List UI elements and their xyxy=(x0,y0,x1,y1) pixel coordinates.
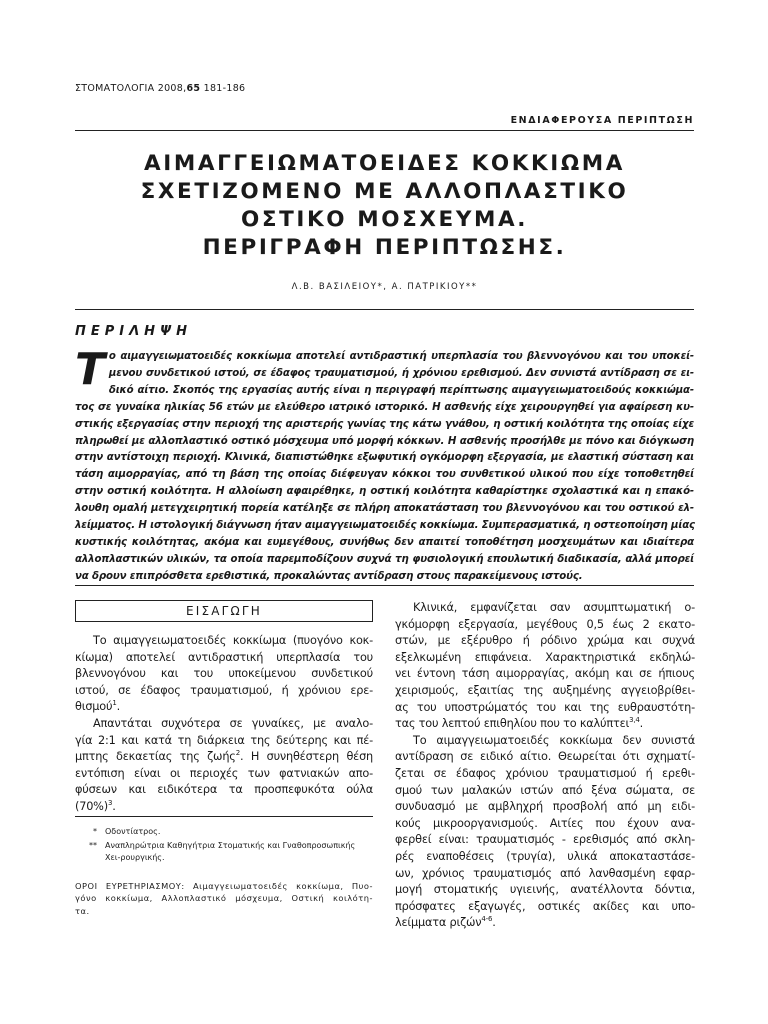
abstract-line: στην αντίστοιχη περιοχή. Κλινικά, διαπιστώθηκε εξωφυτική ογκόμορφη εξεργασία, με ελαστική σύσταση και xyxy=(75,452,694,464)
abstract-line: λουθη ομαλή μετεγχειρητική πορεία κατέληξε σε πλήρη αποκατάσταση του βλεννογόνου και του οστικού ελ- xyxy=(75,503,694,515)
keywords-label: ΟΡΟΙ ΕΥΡΕΤΗΡΙΑΣΜΟΥ: xyxy=(75,881,185,891)
reference-marker: 2 xyxy=(235,749,240,758)
text-line: ας του υποστρώματός του και της ευθραυστότη- xyxy=(395,700,695,714)
text-line: φερθεί είναι: τραυματισμός - ερεθισμός από σκλη- xyxy=(395,833,695,847)
text-line: κίωμα) αποτελεί αντιδραστική υπερπλασία του xyxy=(75,650,373,664)
right-column xyxy=(395,600,695,932)
keywords-line xyxy=(75,880,373,892)
text-line-part: θισμού xyxy=(75,700,113,714)
text-line-part: λείμματα ριζών xyxy=(395,916,482,930)
abstract-line: τάση αιμορραγίας, από τη βάση της οποίας διέφευγαν κόκκοι του συνθετικού υλικού που είχε τοποθετηθεί xyxy=(75,469,694,481)
keywords-line: γόνο κοκκίωμα, Αλλοπλαστικό μόσχευμα, Οστική κοιλότη- xyxy=(75,893,373,904)
journal-pages: 181-186 xyxy=(203,83,246,94)
abstract-line: δικό αίτιο. Σκοπός της εργασίας αυτής είναι η περιγραφή περίπτωσης αιμαγγειωματοειδούς κοκκιώμα- xyxy=(108,384,694,396)
text-line: μογή στοματικής υγιεινής, ανατέλλοντα δόντια, xyxy=(395,883,695,897)
keywords-text: Αιμαγγειωματοειδές κοκκίωμα, Πυο- xyxy=(192,881,373,891)
text-line: εντόπιση είναι οι περιοχές των φατνιακών απο- xyxy=(75,766,373,780)
text-line: γκόμορφη εξεργασία, μεγέθους 0,5 έως 2 εκατο- xyxy=(395,617,695,631)
introduction-right-text xyxy=(395,600,695,932)
authors: Λ.Β. ΒΑΣΙΛΕΙΟΥ*, Α. ΠΑΤΡΙΚΙΟΥ** xyxy=(291,282,478,292)
reference-marker: 3 xyxy=(107,799,113,808)
text-line-part: τας του λεπτού επιθηλίου που το καλύπτει xyxy=(395,717,630,731)
abstract-line: να δρουν επιπρόσθετα ερεθιστικά, προκαλώντας αντίδραση στους παρακείμενους ιστούς. xyxy=(75,570,583,582)
text-line: φύσεων και ειδικότερα τα προσπεφυκότα ούλα xyxy=(75,783,373,797)
text-line xyxy=(75,749,373,766)
text-line: χειρισμούς, εξαιτίας της αυξημένης αγγειοβρίθει- xyxy=(395,683,695,697)
footnote xyxy=(75,840,373,864)
abstract-rule xyxy=(75,585,694,586)
footnote-mark: ** xyxy=(89,841,97,850)
text-line: Το αιμαγγειωματοειδές κοκκίωμα (πυογόνο κοκ- xyxy=(93,634,373,647)
title-line: ΣΧΕΤΙΖΟΜΕΝΟ ΜΕ ΑΛΛΟΠΛΑΣΤΙΚΟ xyxy=(140,179,629,204)
introduction-left-text xyxy=(75,633,373,816)
abstract-line: κυστικής κοιλότητας, ακόμα και ευμεγέθους, συνήθως δεν απαιτεί τοποθέτηση μοσχευμάτων και ιδιαίτερα xyxy=(75,536,694,548)
text-line: ιστού, σε έδαφος τραυματισμού, ή χρόνιου ερε- xyxy=(75,683,373,697)
text-line: Απαντάται συχνότερα σε γυναίκες, με αναλο- xyxy=(93,716,373,730)
section-type: ΕΝΔΙΑΦΕΡΟΥΣΑ ΠΕΡΙΠΤΩΣΗ xyxy=(510,115,694,126)
left-column xyxy=(75,600,373,816)
text-line: Το αιμαγγειωματοειδές κοκκίωμα δεν συνιστά xyxy=(413,733,695,747)
text-line: $(70\%)^3$. xyxy=(75,799,116,813)
reference-marker: 3,4 xyxy=(629,716,640,725)
title-line: ΠΕΡΙΓΡΑΦΗ ΠΕΡΙΠΤΩΣΗΣ. xyxy=(202,235,567,260)
abstract-line: αλλοπλαστικών υλικών, τα οποία παρεμποδίζουν συχνά τη φυσιολογική επουλωτική διαδικασία, αλλά μπορεί xyxy=(75,553,694,565)
text-line: ζεται σε έδαφος χρόνιου τραυματισμού ή ερεθι- xyxy=(395,766,695,780)
text-line-part: . Η συνηθέστερη θέση xyxy=(239,750,373,764)
reference-marker: 1 xyxy=(112,699,117,708)
abstract-line: στικής εξεργασίας στην περιοχή της αριστερής γωνίας της κάτω γνάθου, η οστική κοιλότητα της οποίας είχε xyxy=(75,418,694,430)
text-line: νει έντονη τάση αιμορραγίας, ακόμη και σε ήπιους xyxy=(395,667,695,681)
abstract-dropcap: Τ xyxy=(75,344,105,395)
authors-rule xyxy=(75,309,694,310)
footnote xyxy=(75,826,373,838)
text-line: θισμού$^1$. xyxy=(75,699,121,714)
text-line-part: (70%) xyxy=(75,799,108,813)
text-line: σμού των μαλακών ιστών από ξένα σώματα, σε xyxy=(395,783,695,797)
reference-marker: 4-6 xyxy=(481,915,493,924)
text-line: ρές εναποθέσεις (τρυγία), υλικά αποκαταστάσε- xyxy=(395,849,695,863)
title-line: ΟΣΤΙΚΟ ΜΟΣΧΕΥΜΑ. xyxy=(240,207,529,232)
journal-citation xyxy=(75,83,245,94)
footnote-text: Αναπληρώτρια Καθηγήτρια Στοματικής και Γναθοπροσωπικής Χει-ρουργικής. xyxy=(105,841,356,862)
index-terms xyxy=(75,880,373,917)
keywords-line: τα. xyxy=(75,905,90,916)
abstract-line: πληρωθεί με αλλοπλαστικό οστικό μόσχευμα υπό μορφή κόκκων. Η ασθενής προσήλθε με πόνο και διόγκωση xyxy=(75,435,694,447)
text-line-part: μπτης δεκαετίας της ζωής xyxy=(75,750,236,764)
journal-name: ΣΤΟΜΑΤΟΛΟΓΙΑ 2008, xyxy=(75,83,187,94)
text-line: κούς μικροοργανισμούς. Αιτίες που έχουν ανα- xyxy=(395,816,695,830)
text-line: ων, χρόνιος τραυματισμός από λανθασμένη εφαρ- xyxy=(395,866,695,880)
abstract-line: ο αιμαγγειωματοειδές κοκκίωμα αποτελεί αντιδραστική υπερπλασία του βλεννογόνου και του υποκεί- xyxy=(108,351,694,362)
text-line: στών, με εξέρυθρο ή ρόδινο χρώμα και συχνά xyxy=(395,634,695,648)
abstract-line: λείμματος. Η ιστολογική διάγνωση ήταν αιμαγγειωματοειδές κοκκίωμα. Συμπερασματικά, η οστεοποίηση μίας xyxy=(75,520,695,532)
abstract-line: στην οστική κοιλότητα. Η αλλοίωση αφαιρέθηκε, η οστική κοιλότητα καθαρίστηκε σχολαστικά και η επακό- xyxy=(75,486,694,498)
text-line: γία 2:1 και κατά τη διάρκεια της δεύτερης και πέ- xyxy=(75,733,373,747)
abstract-line: τος σε γυναίκα ηλικίας 56 ετών με ελεύθερο ιατρικό ιστορικό. Η ασθενής είχε χειρουργηθεί για αφαίρεση κυ- xyxy=(75,401,694,413)
footnote-rule xyxy=(75,816,373,817)
text-line: βλεννογόνου και του υποκείμενου συνδετικού xyxy=(75,667,373,681)
abstract-heading: ΠΕΡΙΛΗΨΗ xyxy=(75,324,192,339)
text-line: λείμματα ριζών$^{4-6}$. xyxy=(395,915,496,930)
text-line: αντίδραση σε ειδικό αίτιο. Θεωρείται ότι σχηματί- xyxy=(395,750,695,764)
abstract-line: μενου συνδετικού ιστού, σε έδαφος τραυματισμού, ή χρόνιου ερεθισμού. Δεν συνιστά αντίδραση σε ει- xyxy=(108,367,694,379)
footnote-mark: * xyxy=(93,827,97,836)
abstract-body xyxy=(75,344,695,586)
title-line: ΑΙΜΑΓΓΕΙΩΜΑΤΟΕΙΔΕΣ ΚΟΚΚΙΩΜΑ xyxy=(144,151,625,176)
footnotes xyxy=(75,826,373,866)
text-line: πρόσφατες εξαγωγές, οστικές ακίδες και υπο- xyxy=(395,899,695,913)
article-title xyxy=(75,150,694,262)
text-line: συνδυασμό με αμβληχρή προσβολή από μη ειδι- xyxy=(395,800,695,814)
journal-volume: 65 xyxy=(186,83,201,94)
text-line: Κλινικά, εμφανίζεται σαν ασυμπτωματική ο- xyxy=(413,601,695,614)
introduction-heading: ΕΙΣΑΓΩΓΗ xyxy=(75,600,373,622)
footnote-text: Οδοντίατρος. xyxy=(105,827,161,836)
text-line: εξελκωμένη επιφάνεια. Χαρακτηριστικά εκδηλώ- xyxy=(395,650,695,664)
text-line: τας του λεπτού επιθηλίου που το καλύπτει$^{3,4}$. xyxy=(395,716,644,731)
header-rule xyxy=(75,130,694,131)
